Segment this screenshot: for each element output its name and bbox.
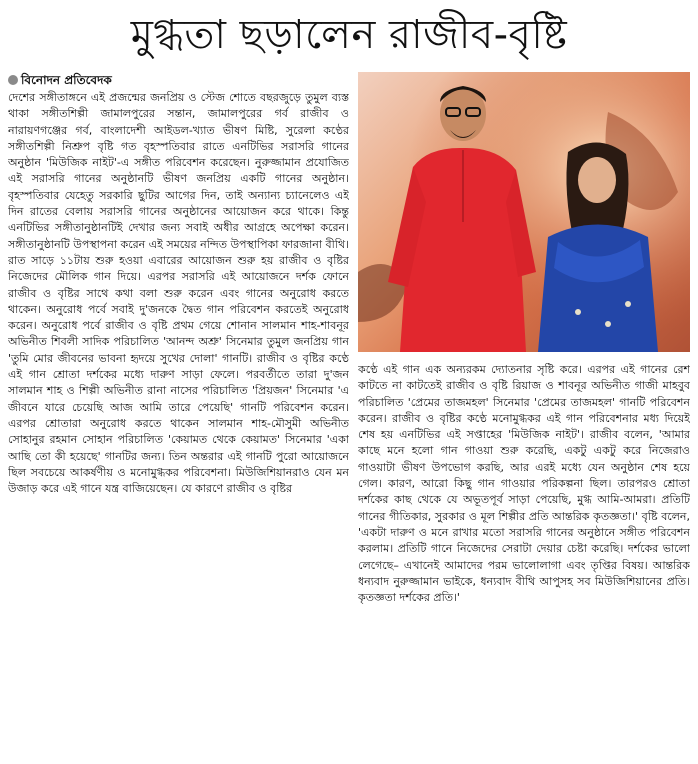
article-column-1 — [8, 90, 349, 750]
bullet-icon — [8, 75, 18, 85]
photo-illustration — [358, 72, 690, 352]
article-text-column-1: দেশের সঙ্গীতাঙ্গনে এই প্রজন্মের জনপ্রিয় ও স্টেজ শোতে বছরজুড়ে তুমুল ব্যস্ত থাকা সঙ্গীতশিল্পী জামালপুরের সন্তান, জামালপুরের গর্ব রাজীব ও নারায়ণগঞ্জের গর্ব, বাংলাদেশী আইডল-খ্যাত ভীষণ মিষ্টি, সুরেলা কণ্ঠের সঙ্গীতশিল্পী নিশ্রুপ বৃষ্টি গত বৃহস্পতিবার রাতে এনটিভির সরাসরি গানের অনুষ্ঠান 'মিউজিক নাইট'-এ সঙ্গীত পরিবেশন করেছেন। নুরুজ্জামান প্রযোজিত এই সরাসরি গানের অনুষ্ঠানটি ভীষণ জনপ্রিয় একটি গানের অনুষ্ঠান। বৃহস্পতিবার যেহেতু সরকারি ছুটির আগের দিন, তাই অন্যান্য চ্যানেলেও এই দিন রাতের বেলায় সরাসরি গানের অনুষ্ঠানের আয়োজন করে থাকে। কিন্তু এনটিভির সঙ্গীতানুষ্ঠানটিই দেখার জন্য সবাই অধীর আগ্রহে অপেক্ষা করেন। সঙ্গীতানুষ্ঠানটি উপস্থাপনা করেন এই সময়ের নন্দিত উপস্থাপিকা ফারজানা বীথি। রাত সাড়ে ১১টায় শুরু হওয়া এবারের আয়োজন শুরু হয় রাজীব ও বৃষ্টির নিজেদের মৌলিক গান দিয়ে। এরপর সরাসরি এই আয়োজনে দর্শক ফোনে রাজীব ও বৃষ্টির সাথে কথা বলা শুরু করেন এবং গানের অনুরোধ করতে থাকেন। অনুরোধ পর্বে সবাই দু'জনকে দ্বৈত গান পরিবেশন করতেই অনুরোধ করেন। অনুরোধ পর্বে রাজীব ও বৃষ্টি প্রথম গেয়ে শোনান সালমান শাহ-শাবনূর অভিনীত শিবলী সাদিক পরিচালিত 'আনন্দ অশ্রু' সিনেমার তুমুল জনপ্রিয় গান 'তুমি মোর জীবনের ভাবনা হৃদয়ে সুখের দোলা' গানটি। রাজীব ও বৃষ্টির কণ্ঠে এই গান শ্রোতা দর্শকের মধ্যে দারুণ সাড়া ফেলে। পরবর্তীতে তারা দু'জন সালমান শাহ ও শিল্পী অভিনীত রানা নাসের পরিচালিত 'প্রিয়জন' সিনেমার 'এ জীবনে যারে চেয়েছি আজ আমি তারে পেয়েছি' গানটি পরিবেশন করেন। এরপর শ্রোতারা অনুরোধ করতে থাকেন সালমান শাহ-মৌসুমী অভিনীত সোহানুর রহমান সোহান পরিচালিত 'কেয়ামত থেকে কেয়ামত' সিনেমার 'একা আছি তো কী হয়েছে' গানটির জন্য। তিন অন্তরার এই গানটি পুরো আয়োজনে ছিল সবচেয়ে আকর্ষণীয় ও মনোমুগ্ধকর পরিবেশনা। মিউজিশিয়ানরাও যেন মন উজাড় করে এই গানে যন্ত্র বাজিয়েছেন। যে কারণে রাজীব ও বৃষ্টির — [8, 91, 349, 496]
article-text-column-2: কণ্ঠে এই গান এক অন্যরকম দ্যোতনার সৃষ্টি করে। এরপর এই গানের রেশ কাটতে না কাটতেই রাজীব ও বৃষ্টি রিয়াজ ও শাবনূর অভিনীত গাজী মাহবুব পরিচালিত 'প্রেমের তাজমহল' সিনেমার 'প্রেমের তাজমহল' গানটি পরিবেশন করেন। রাজীব ও বৃষ্টির কণ্ঠে মনোমুগ্ধকর এই গান পরিবেশনার মধ্য দিয়েই শেষ হয় এনটিভির এই সপ্তাহের 'মিউজিক নাইট'। রাজীব বলেন, 'আমার কাছে মনে হলো গান গাওয়া শুরু করেছি, একটু একটু করে নিজেরাও গাওয়াটা ভীষণ উপভোগ করছি, আর এরই মধ্যে যেন অনুষ্ঠান শেষ হয়ে গেল। কারণ, আরো কিছু গান গাওয়ার পরিকল্পনা ছিল। তারপরও শ্রোতা দর্শকের কাছ থেকে যে অভূতপূর্ব সাড়া পেয়েছি, মুগ্ধ আমি-আমরা। প্রতিটি গানের গীতিকার, সুরকার ও মূল শিল্পীর প্রতি আন্তরিক কৃতজ্ঞতা।' বৃষ্টি বলেন, 'একটা দারুণ ও মনে রাখার মতো সরাসরি গানের অনুষ্ঠানে সঙ্গীত পরিবেশন করলাম। প্রতিটি গানে নিজেদের সেরাটা দেয়ার চেষ্টা করেছি। দর্শকের ভালো লেগেছে– এখানেই আমাদের পরম ভালোলাগা এবং তৃপ্তির বিষয়। আন্তরিক ধন্যবাদ নুরুজ্জামান ভাইকে, ধন্যবাদ বীথি আপুসহ সব মিউজিশিয়ানের প্রতি। কৃতজ্ঞতা দর্শকের প্রতি।' — [358, 363, 690, 605]
article-column-2 — [358, 362, 690, 752]
byline — [8, 72, 112, 88]
byline-text: বিনোদন প্রতিবেদক — [21, 73, 112, 87]
headline: মুগ্ধতা ছড়ালেন রাজীব-বৃষ্টি — [130, 12, 568, 58]
article-photo — [358, 72, 690, 352]
